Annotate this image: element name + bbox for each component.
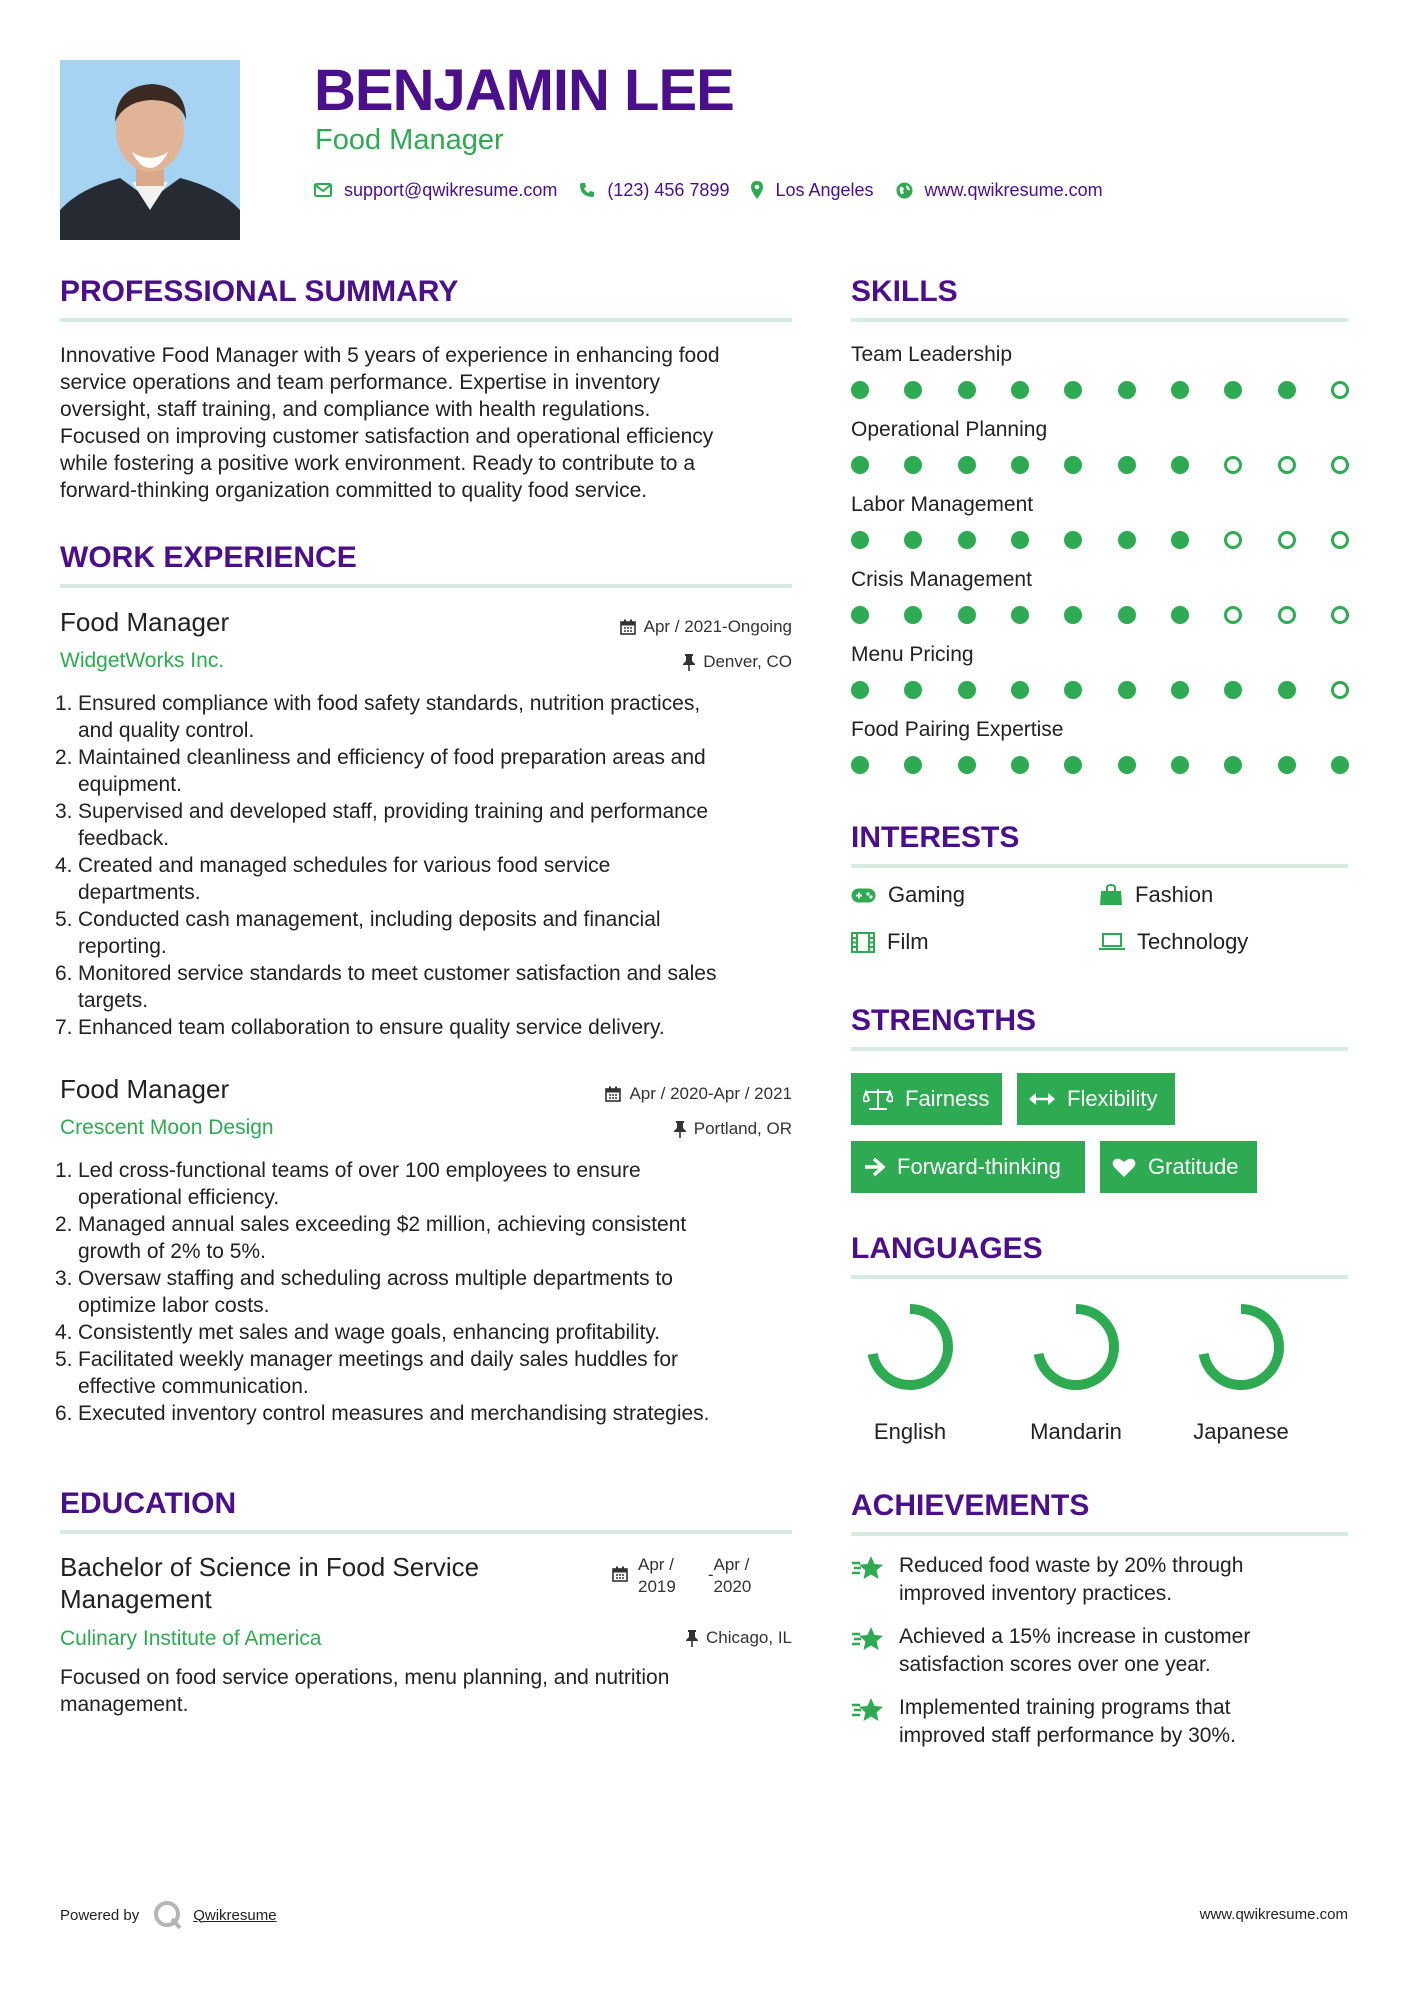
strength-badge-flexibility	[1017, 1073, 1175, 1125]
rating-dot-filled	[1064, 681, 1082, 699]
duty-item	[55, 1400, 800, 1427]
summary-section-header	[60, 274, 792, 322]
strengths-section-header	[851, 1003, 1348, 1051]
summary-line: while fostering a positive work environment. Ready to contribute to a	[60, 452, 695, 475]
laptop-icon	[1099, 933, 1125, 951]
calendar-icon	[612, 1566, 628, 1582]
rating-dot-filled	[958, 756, 976, 774]
interest-label: Fashion	[1135, 882, 1214, 907]
map-pin-icon	[751, 181, 763, 199]
date-part: Apr /	[638, 1555, 674, 1574]
language-name: English	[873, 1419, 947, 1444]
summary-line: oversight, staff training, and compliance with health regulations.	[60, 398, 651, 421]
job-2-duties	[55, 1157, 800, 1427]
duty-item	[55, 852, 800, 906]
pushpin-icon	[674, 1121, 686, 1138]
school-name: Culinary Institute of America	[60, 1627, 322, 1650]
duty-line: Executed inventory control measures and merchandising strategies.	[78, 1402, 710, 1425]
candidate-title: Food Manager	[315, 124, 504, 156]
rating-dot-filled	[1118, 531, 1136, 549]
rating-dot-filled	[1064, 606, 1082, 624]
achievements-section-header	[851, 1488, 1348, 1536]
achievement-text	[899, 1694, 1236, 1750]
duty-item	[55, 1265, 800, 1319]
heart-icon	[1112, 1157, 1136, 1178]
achievement-item	[851, 1623, 1321, 1679]
languages-heading: LANGUAGES	[851, 1232, 1043, 1265]
experience-heading: WORK EXPERIENCE	[60, 541, 357, 574]
strength-label: Gratitude	[1148, 1154, 1239, 1179]
summary-line: Focused on improving customer satisfaction and operational efficiency	[60, 425, 714, 448]
duty-line: Monitored service standards to meet customer satisfaction and sales	[78, 962, 717, 985]
language-name: Japanese	[1193, 1419, 1289, 1444]
rating-dot-filled	[1011, 531, 1029, 549]
interest-gaming	[851, 882, 965, 908]
arrows-horizontal-icon	[1029, 1092, 1055, 1106]
section-divider	[851, 864, 1348, 868]
arrow-right-icon	[863, 1157, 885, 1177]
section-divider	[851, 1047, 1348, 1051]
rating-dot-filled	[1278, 681, 1296, 699]
education-section-header	[60, 1486, 792, 1534]
qwikresume-logo-icon	[153, 1900, 183, 1930]
skill-label: Food Pairing Expertise	[851, 718, 1064, 741]
rating-dot-filled	[1224, 681, 1242, 699]
strength-badge-fairness	[851, 1073, 1002, 1125]
rating-dot-empty	[1331, 606, 1349, 624]
rating-dot-empty	[1331, 531, 1349, 549]
language-level-ring	[1196, 1302, 1286, 1392]
rating-dot-filled	[958, 531, 976, 549]
profile-photo	[60, 60, 240, 240]
section-divider	[851, 1532, 1348, 1536]
duty-line: Conducted cash management, including deposits and financial	[78, 908, 661, 931]
duty-line: Maintained cleanliness and efficiency of food preparation areas and	[78, 746, 706, 769]
language-level-arc	[1203, 1309, 1279, 1385]
rating-dot-filled	[851, 381, 869, 399]
contact-location	[751, 180, 873, 201]
star-award-icon	[851, 1625, 885, 1655]
job-2-location	[674, 1118, 792, 1140]
rating-dot-filled	[904, 381, 922, 399]
rating-dot-filled	[958, 606, 976, 624]
rating-dot-filled	[1331, 756, 1349, 774]
phone-icon	[579, 182, 595, 198]
location-text: Los Angeles	[775, 179, 874, 200]
duty-line: Supervised and developed staff, providing training and performance	[78, 800, 709, 823]
duty-line: and quality control.	[78, 719, 255, 742]
rating-dot-filled	[851, 456, 869, 474]
duty-item	[55, 960, 800, 1014]
achievement-line: Implemented training programs that	[899, 1696, 1231, 1719]
summary-line: service operations and team performance. Expertise in inventory	[60, 371, 660, 394]
skill-label: Menu Pricing	[851, 643, 974, 666]
job-1-company: WidgetWorks Inc.	[60, 649, 225, 672]
rating-dot-filled	[904, 756, 922, 774]
scale-icon	[863, 1087, 893, 1111]
education-end	[714, 1554, 752, 1598]
rating-dot-filled	[1171, 681, 1189, 699]
footer-site[interactable]: www.qwikresume.com	[1199, 1906, 1348, 1923]
powered-by-label: Powered by	[60, 1906, 140, 1924]
interest-film	[851, 929, 929, 955]
education-dates	[612, 1554, 751, 1598]
summary-text	[60, 342, 820, 504]
skill-rating	[851, 756, 1349, 774]
language-level-arc	[1038, 1309, 1114, 1385]
duty-line: targets.	[78, 989, 149, 1012]
duty-number: 1.	[55, 1159, 73, 1182]
envelope-icon	[314, 183, 332, 197]
duty-item	[55, 906, 800, 960]
rating-dot-filled	[1118, 756, 1136, 774]
calendar-icon	[605, 1086, 621, 1102]
skill-rating	[851, 531, 1349, 549]
job-2-company: Crescent Moon Design	[60, 1116, 274, 1139]
duty-line: Consistently met sales and wage goals, enhancing profitability.	[78, 1321, 661, 1344]
star-award-icon	[851, 1554, 885, 1584]
footer-powered-by	[60, 1900, 277, 1930]
duty-item	[55, 798, 800, 852]
date-part: 2019	[638, 1577, 676, 1596]
contact-website[interactable]	[896, 180, 1103, 201]
duty-line: Oversaw staffing and scheduling across multiple departments to	[78, 1267, 673, 1290]
achievement-item	[851, 1694, 1321, 1750]
degree-line: Management	[60, 1584, 212, 1614]
rating-dot-filled	[1011, 456, 1029, 474]
section-divider	[851, 318, 1348, 322]
duty-number: 5.	[55, 1348, 73, 1371]
rating-dot-empty	[1331, 381, 1349, 399]
duty-number: 4.	[55, 1321, 73, 1344]
languages-section-header	[851, 1231, 1348, 1279]
skill-label: Team Leadership	[851, 343, 1013, 366]
rating-dot-empty	[1331, 456, 1349, 474]
skill-label: Labor Management	[851, 493, 1034, 516]
rating-dot-filled	[904, 531, 922, 549]
skills-heading: SKILLS	[851, 275, 958, 308]
candidate-name: BENJAMIN LEE	[314, 58, 734, 123]
duty-line: operational efficiency.	[78, 1186, 280, 1209]
education-start	[638, 1554, 676, 1598]
rating-dot-filled	[1118, 606, 1136, 624]
rating-dot-filled	[1118, 681, 1136, 699]
duty-line: Ensured compliance with food safety standards, nutrition practices,	[78, 692, 701, 715]
rating-dot-filled	[1171, 756, 1189, 774]
rating-dot-empty	[1278, 456, 1296, 474]
duty-line: Facilitated weekly manager meetings and daily sales huddles for	[78, 1348, 678, 1371]
interests-section-header	[851, 820, 1348, 868]
duty-number: 3.	[55, 800, 73, 823]
duty-line: reporting.	[78, 935, 167, 958]
skill-rating	[851, 606, 1349, 624]
duty-item	[55, 744, 800, 798]
experience-section-header	[60, 540, 792, 588]
section-divider	[851, 1275, 1348, 1279]
duty-number: 3.	[55, 1267, 73, 1290]
rating-dot-filled	[904, 681, 922, 699]
duty-line: equipment.	[78, 773, 182, 796]
job-1-duties	[55, 690, 800, 1041]
date-dash: -	[707, 1565, 714, 1584]
interest-technology	[1099, 929, 1248, 955]
language-item	[1171, 1302, 1311, 1445]
job-1-location	[683, 651, 792, 673]
email-text: support@qwikresume.com	[344, 179, 558, 200]
duty-line: Enhanced team collaboration to ensure quality service delivery.	[78, 1016, 665, 1039]
strengths-heading: STRENGTHS	[851, 1004, 1037, 1037]
rating-dot-filled	[851, 681, 869, 699]
rating-dot-filled	[1118, 456, 1136, 474]
strength-label: Forward-thinking	[897, 1154, 1061, 1179]
date-part: Apr /	[713, 1555, 750, 1574]
interests-heading: INTERESTS	[851, 821, 1020, 854]
duty-item	[55, 1211, 800, 1265]
rating-dot-filled	[1064, 756, 1082, 774]
rating-dot-filled	[1171, 606, 1189, 624]
duty-number: 2.	[55, 746, 73, 769]
skills-section-header	[851, 274, 1348, 322]
duty-line: Managed annual sales exceeding $2 million, achieving consistent	[78, 1213, 687, 1236]
skill-rating	[851, 381, 1349, 399]
section-divider	[60, 584, 792, 588]
rating-dot-filled	[1011, 381, 1029, 399]
film-icon	[851, 932, 875, 953]
duty-item	[55, 1346, 800, 1400]
strength-badge-forward-thinking	[851, 1141, 1085, 1193]
gamepad-icon	[851, 888, 876, 903]
rating-dot-empty	[1278, 606, 1296, 624]
duty-number: 7.	[55, 1016, 73, 1039]
skill-label: Operational Planning	[851, 418, 1048, 441]
contact-email[interactable]	[314, 180, 557, 201]
rating-dot-filled	[1011, 756, 1029, 774]
rating-dot-empty	[1224, 606, 1242, 624]
education-description	[60, 1664, 800, 1718]
achievements-heading: ACHIEVEMENTS	[851, 1489, 1090, 1522]
language-level-arc	[872, 1309, 948, 1385]
rating-dot-empty	[1224, 531, 1242, 549]
globe-icon	[896, 182, 913, 199]
interest-label: Technology	[1137, 929, 1249, 954]
shopping-bag-icon	[1099, 884, 1123, 906]
degree-title	[60, 1551, 479, 1615]
contact-bar	[314, 176, 1125, 204]
contact-phone[interactable]	[579, 180, 729, 201]
rating-dot-filled	[1278, 756, 1296, 774]
language-level-ring	[1031, 1302, 1121, 1392]
rating-dot-filled	[1064, 381, 1082, 399]
duty-number: 1.	[55, 692, 73, 715]
skill-rating	[851, 456, 1349, 474]
duty-number: 6.	[55, 1402, 73, 1425]
education-heading: EDUCATION	[60, 1487, 237, 1520]
summary-heading: PROFESSIONAL SUMMARY	[60, 275, 459, 308]
rating-dot-filled	[1064, 456, 1082, 474]
rating-dot-filled	[1224, 381, 1242, 399]
language-item	[1006, 1302, 1146, 1445]
rating-dot-filled	[851, 756, 869, 774]
strength-label: Fairness	[905, 1086, 990, 1111]
language-level-ring	[865, 1302, 955, 1392]
rating-dot-filled	[1011, 606, 1029, 624]
strength-badge-gratitude	[1100, 1141, 1257, 1193]
degree-line: Bachelor of Science in Food Service	[60, 1552, 480, 1582]
duty-item	[55, 1157, 800, 1211]
rating-dot-filled	[1278, 381, 1296, 399]
rating-dot-filled	[958, 456, 976, 474]
calendar-icon	[620, 619, 636, 635]
section-divider	[60, 1530, 792, 1534]
duty-item	[55, 690, 800, 744]
rating-dot-filled	[1118, 381, 1136, 399]
rating-dot-filled	[851, 531, 869, 549]
duty-line: optimize labor costs.	[78, 1294, 270, 1317]
job-1-dates-text: Apr / 2021-Ongoing	[643, 617, 792, 636]
summary-line: forward-thinking organization committed to quality food service.	[60, 479, 648, 502]
star-award-icon	[851, 1696, 885, 1726]
rating-dot-filled	[904, 606, 922, 624]
rating-dot-empty	[1278, 531, 1296, 549]
interest-label: Gaming	[888, 882, 966, 907]
job-1-dates	[620, 616, 792, 638]
rating-dot-filled	[958, 681, 976, 699]
achievement-line: Reduced food waste by 20% through	[899, 1554, 1244, 1577]
achievement-line: Achieved a 15% increase in customer	[899, 1625, 1251, 1648]
job-1-location-text: Denver, CO	[703, 652, 792, 671]
description-line: management.	[60, 1693, 189, 1716]
duty-number: 5.	[55, 908, 73, 931]
duty-item	[55, 1319, 800, 1346]
rating-dot-filled	[1011, 681, 1029, 699]
language-item	[840, 1302, 980, 1445]
interest-fashion	[1099, 882, 1213, 908]
achievement-item	[851, 1552, 1321, 1608]
language-name: Mandarin	[1030, 1419, 1122, 1444]
date-part: 2020	[713, 1577, 752, 1596]
pushpin-icon	[686, 1630, 698, 1647]
education-location-text: Chicago, IL	[706, 1628, 792, 1647]
skill-rating	[851, 681, 1349, 699]
section-divider	[60, 318, 792, 322]
job-2-dates-text: Apr / 2020-Apr / 2021	[629, 1084, 792, 1103]
duty-number: 2.	[55, 1213, 73, 1236]
achievement-text	[899, 1623, 1250, 1679]
duty-number: 6.	[55, 962, 73, 985]
achievement-line: improved staff performance by 30%.	[899, 1724, 1236, 1747]
duty-line: departments.	[78, 881, 201, 904]
duty-item	[55, 1014, 800, 1041]
rating-dot-filled	[1064, 531, 1082, 549]
brand-link[interactable]: Qwikresume	[193, 1906, 277, 1924]
duty-line: Created and managed schedules for various food service	[78, 854, 611, 877]
rating-dot-filled	[1171, 381, 1189, 399]
duty-line: Led cross-functional teams of over 100 employees to ensure	[78, 1159, 641, 1182]
duty-line: effective communication.	[78, 1375, 309, 1398]
job-1-title: Food Manager	[60, 607, 230, 637]
achievement-line: improved inventory practices.	[899, 1582, 1173, 1605]
rating-dot-filled	[904, 456, 922, 474]
summary-line: Innovative Food Manager with 5 years of experience in enhancing food	[60, 344, 720, 367]
phone-text: (123) 456 7899	[607, 179, 730, 200]
skill-label: Crisis Management	[851, 568, 1032, 591]
job-2-title: Food Manager	[60, 1074, 230, 1104]
rating-dot-filled	[1171, 531, 1189, 549]
rating-dot-filled	[851, 606, 869, 624]
website-text: www.qwikresume.com	[924, 179, 1103, 200]
duty-number: 4.	[55, 854, 73, 877]
pushpin-icon	[683, 654, 695, 671]
rating-dot-filled	[958, 381, 976, 399]
job-2-dates	[605, 1083, 792, 1105]
rating-dot-filled	[1171, 456, 1189, 474]
duty-line: feedback.	[78, 827, 170, 850]
education-location	[686, 1627, 792, 1649]
rating-dot-empty	[1224, 456, 1242, 474]
rating-dot-empty	[1331, 681, 1349, 699]
interest-label: Film	[887, 929, 929, 954]
duty-line: growth of 2% to 5%.	[78, 1240, 266, 1263]
description-line: Focused on food service operations, menu planning, and nutrition	[60, 1666, 670, 1689]
job-2-location-text: Portland, OR	[693, 1119, 792, 1138]
strength-label: Flexibility	[1067, 1086, 1158, 1111]
rating-dot-filled	[1224, 756, 1242, 774]
achievement-line: satisfaction scores over one year.	[899, 1653, 1211, 1676]
achievement-text	[899, 1552, 1243, 1608]
